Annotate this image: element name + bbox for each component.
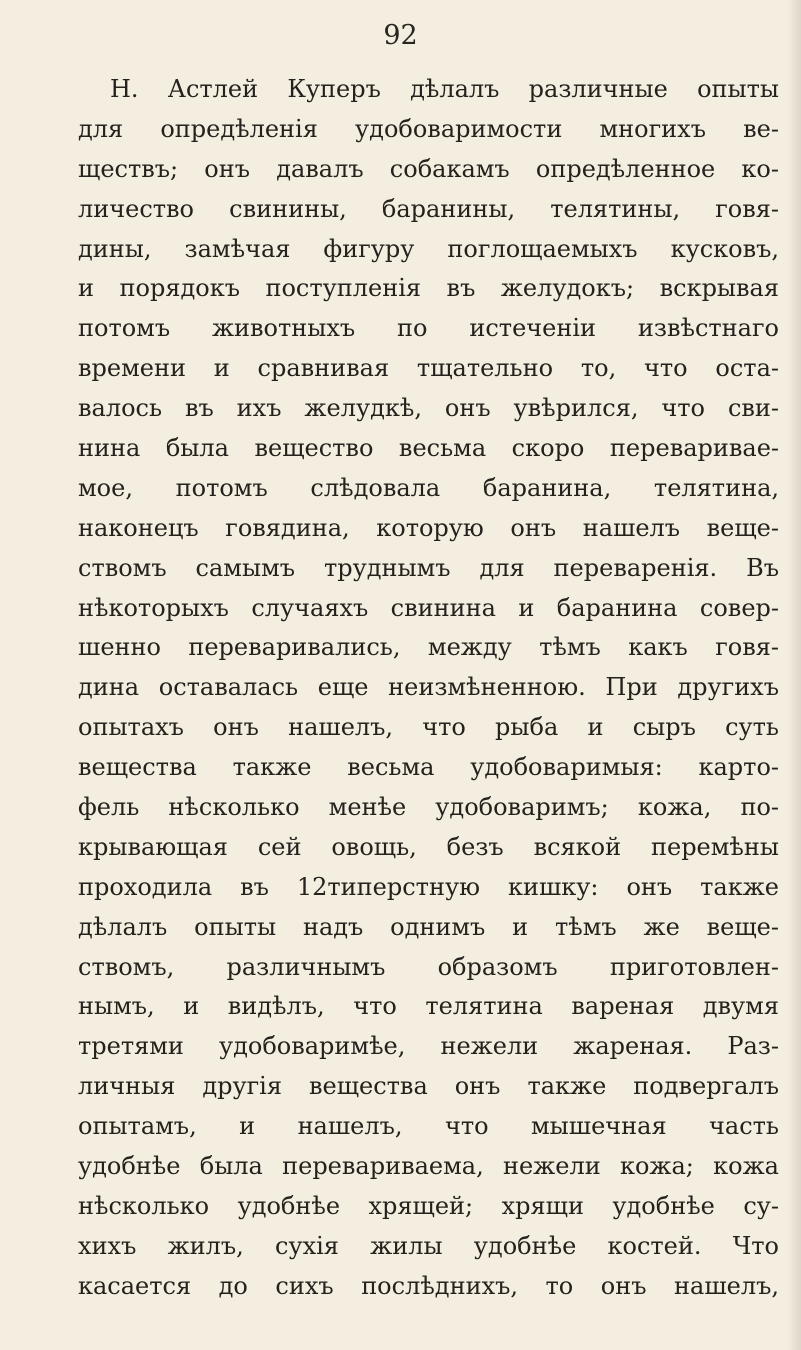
text-line: нина была вещество весьма скоро перевариваe-	[78, 434, 779, 463]
text-line: личныя другія вещества онъ также подвергалъ	[78, 1072, 779, 1101]
text-line: опытахъ онъ нашелъ, что рыба и сыръ суть	[78, 713, 779, 742]
text-line: опытамъ, и нашелъ, что мышечная часть	[78, 1112, 779, 1141]
page-number: 92	[383, 20, 418, 51]
text-line: и порядокъ поступленія въ желудокъ; вскрывая	[78, 274, 779, 303]
text-line: нымъ, и видѣлъ, что телятина вареная двумя	[78, 992, 779, 1021]
body-text	[78, 70, 779, 1307]
text-line: ствомъ, различнымъ образомъ приготовлен-	[78, 952, 779, 981]
text-line: времени и сравнивая тщательно то, что оста-	[78, 354, 779, 383]
text-line: шенно переваривались, между тѣмъ какъ говя-	[78, 633, 779, 662]
text-line: для опредѣленія удобоваримости многихъ ве-	[78, 114, 779, 143]
text-line: ствомъ самымъ труднымъ для переваренія. Въ	[78, 553, 779, 582]
text-line: третями удобоваримѣе, нежели жареная. Раз-	[78, 1032, 779, 1061]
text-line: дѣлалъ опыты надъ однимъ и тѣмъ же веще-	[78, 912, 779, 941]
text-line: ществъ; онъ давалъ собакамъ опредѣленное ко-	[78, 154, 779, 183]
text-line: вещества также весьма удобоваримыя: карто-	[78, 753, 779, 782]
text-line: наконецъ говядина, которую онъ нашелъ веще-	[78, 513, 779, 542]
text-line: нѣкоторыхъ случаяхъ свинина и баранина совер-	[78, 593, 779, 622]
text-line: мое, потомъ слѣдовала баранина, телятина,	[78, 473, 779, 502]
text-line: проходила въ 12типерстную кишку: онъ также	[78, 872, 779, 901]
text-line: касается до сихъ послѣднихъ, то онъ нашелъ,	[78, 1271, 779, 1300]
page-edge-shadow	[787, 0, 801, 1350]
text-line: хихъ жилъ, сухія жилы удобнѣе костей. Что	[78, 1231, 779, 1260]
text-line: дины, замѣчая фигуру поглощаемыхъ кусковъ,	[78, 234, 779, 263]
text-line: валось въ ихъ желудкѣ, онъ увѣрился, что сви-	[78, 394, 779, 423]
text-line: дина оставалась еще неизмѣненною. При другихъ	[78, 673, 779, 702]
text-line: Н. Астлей Куперъ дѣлалъ различные опыты	[110, 75, 779, 103]
text-line: удобнѣе была перевариваема, нежели кожа; кожа	[78, 1152, 779, 1181]
text-line: потомъ животныхъ по истеченіи извѣстнаго	[78, 314, 779, 343]
text-line: фель нѣсколько менѣе удобоваримъ; кожа, по-	[78, 793, 779, 822]
text-line: нѣсколько удобнѣе хрящей; хрящи удобнѣе су-	[78, 1191, 779, 1220]
text-line: крывающая сей овощь, безъ всякой перемѣны	[78, 832, 779, 861]
text-line: личество свинины, баранины, телятины, говя-	[78, 194, 779, 223]
